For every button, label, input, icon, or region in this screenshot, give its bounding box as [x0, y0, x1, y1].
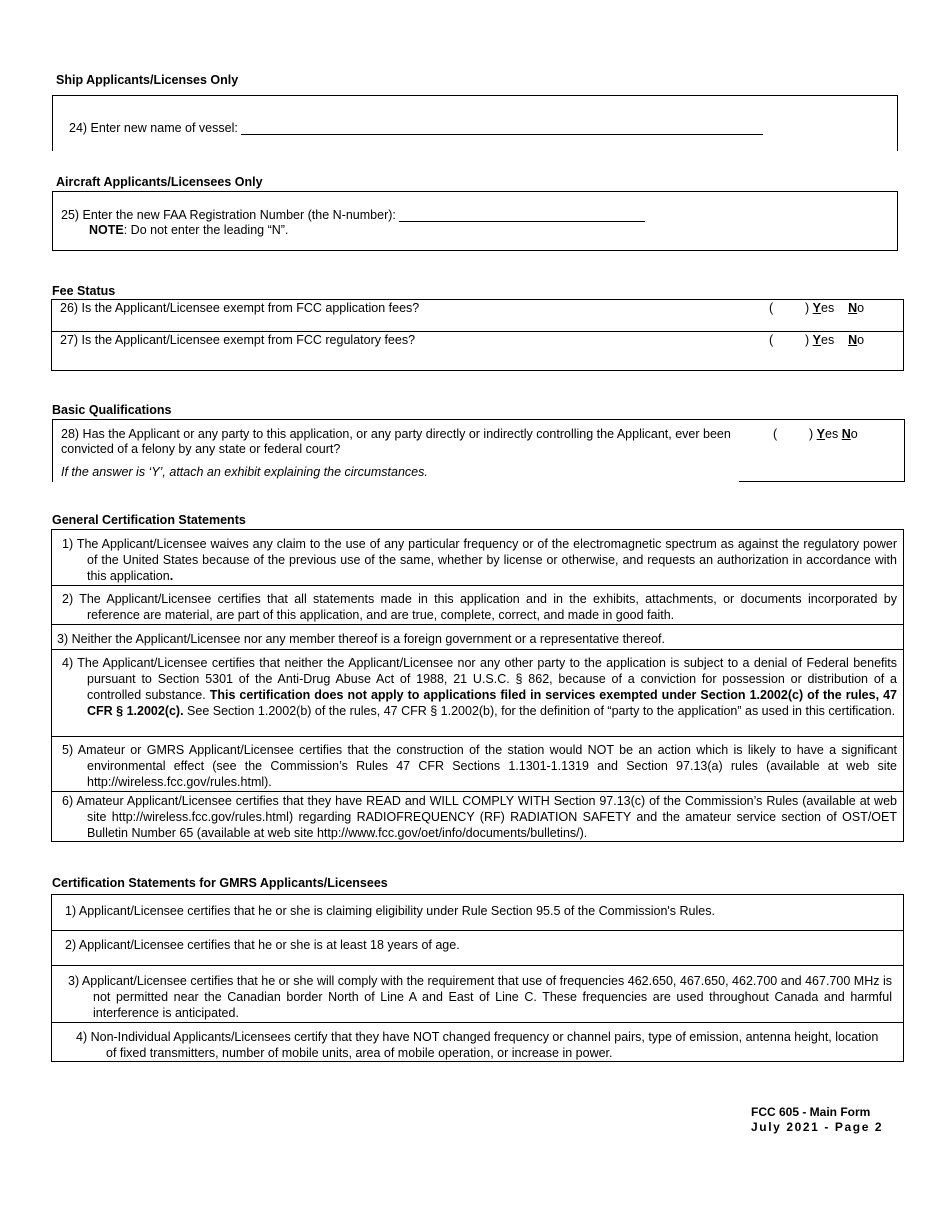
general-statement-2: 2) The Applicant/Licensee certifies that all statements made in this application and in the exhibits, attachments, or documents incorporated by reference are material, are part of this application, and are true, complete, correct, and made in good faith.: [62, 592, 897, 622]
general-statement-5: 5) Amateur or GMRS Applicant/Licensee certifies that the construction of the station would NOT be an action which is likely to have a significant environmental effect (see the Commission’s Rules 47 CFR Sections 1.1301-1.1319 and Section 97.13(a) rules (available at web site http://wireless.fcc.gov/rules.html).: [62, 743, 897, 789]
q26-label: 26) Is the Applicant/Licensee exempt from FCC application fees?: [60, 301, 420, 315]
gmrs-statement-2: 2) Applicant/Licensee certifies that he or she is at least 18 years of age.: [65, 938, 460, 952]
general-divider: [52, 649, 903, 650]
q24-label: 24) Enter new name of vessel:: [69, 121, 238, 135]
q27-yes-option[interactable]: Y: [812, 333, 821, 347]
note-label: NOTE: [89, 223, 124, 237]
q27-no-option[interactable]: N: [848, 333, 858, 347]
gmrs-divider: [52, 965, 903, 966]
aircraft-box: [52, 191, 898, 251]
form-name: FCC 605 - Main Form: [751, 1105, 871, 1119]
q28-no-option[interactable]: N: [841, 427, 851, 441]
q26-answer-field[interactable]: (: [769, 301, 774, 315]
q28-yes-no: ( ) Yes No: [773, 427, 858, 441]
ship-box: [52, 95, 898, 151]
general-divider: [52, 585, 903, 586]
fee-divider: [52, 331, 903, 332]
q27-label: 27) Is the Applicant/Licensee exempt from FCC regulatory fees?: [60, 333, 416, 347]
general-section-header: General Certification Statements: [52, 513, 246, 527]
page-footer: [751, 1105, 883, 1135]
gmrs-divider: [52, 1022, 903, 1023]
gmrs-statement-1: 1) Applicant/Licensee certifies that he or she is claiming eligibility under Rule Section 95.5 of the Commission's Rules.: [65, 904, 715, 918]
gmrs-divider: [52, 930, 903, 931]
gmrs-section-header: Certification Statements for GMRS Applicants/Licensees: [52, 876, 388, 890]
q26-no-option[interactable]: N: [848, 301, 858, 315]
fee-section-header: Fee Status: [52, 284, 116, 298]
general-statement-4: 4) The Applicant/Licensee certifies that neither the Applicant/Licensee nor any other party to the application is subject to a denial of Federal benefits pursuant to Section 5301 of the Anti-Drug Abuse Act of 1988, 21 U.S.C. § 862, because of a conviction for possession or distribution of a controlled substance. This certification does not apply to applications filed in services exempted under Section 1.2002(c) of the rules, 47 CFR § 1.2002(c). See Section 1.2002(b) of the rules, 47 CFR § 1.2002(b), for the definition of “party to the application” as used in this certification.: [62, 656, 897, 718]
q25-row: [61, 207, 645, 222]
general-statement-3: 3) Neither the Applicant/Licensee nor any member thereof is a foreign government or a representative thereof.: [57, 632, 665, 646]
general-statement-1: 1) The Applicant/Licensee waives any claim to the use of any particular frequency or of the electromagnetic spectrum as against the regulatory power of the United States because of the previous use of the same, whether by license or otherwise, and requests an authorization in accordance with this application.: [62, 537, 897, 583]
q25-note: [89, 223, 288, 237]
note-text: : Do not enter the leading “N”.: [123, 223, 289, 237]
vessel-name-field[interactable]: [241, 120, 763, 135]
q25-label: 25) Enter the new FAA Registration Number (the N-number):: [61, 208, 396, 222]
gmrs-statement-4: 4) Non-Individual Applicants/Licensees certify that they have NOT changed frequency or channel pairs, type of emission, antenna height, location of fixed transmitters, number of mobile units, area of mobile operation, or increase in power.: [76, 1030, 879, 1060]
q26-yes-option[interactable]: Y: [812, 301, 821, 315]
aircraft-section-header: Aircraft Applicants/Licensees Only: [56, 175, 263, 189]
q28-note: If the answer is ‘Y’, attach an exhibit explaining the circumstances.: [61, 465, 428, 479]
q27-answer-field[interactable]: (: [769, 333, 774, 347]
basic-box: [52, 419, 905, 482]
ship-section-header: Ship Applicants/Licenses Only: [56, 73, 239, 87]
basic-section-header: Basic Qualifications: [52, 403, 172, 417]
general-divider: [52, 624, 903, 625]
q28-answer-field[interactable]: (: [773, 427, 778, 441]
general-divider: [52, 736, 903, 737]
q28-label: 28) Has the Applicant or any party to this application, or any party directly or indirectly controlling the Applicant, ever been convicted of a felony by any state or federal court?: [61, 427, 731, 456]
q24-row: [69, 120, 763, 135]
date-page: July 2021 - Page 2: [751, 1120, 884, 1134]
general-divider: [52, 791, 903, 792]
general-box: [51, 529, 904, 842]
fee-box: [51, 299, 904, 371]
q28-yes-option[interactable]: Y: [816, 427, 825, 441]
faa-registration-field[interactable]: [399, 207, 645, 222]
gmrs-statement-3: 3) Applicant/Licensee certifies that he or she will comply with the requirement that use of frequencies 462.650, 467.650, 462.700 and 467.700 MHz is not permitted near the Canadian border North of Line A and East of Line C. These frequencies are used throughout Canada and harmful interference is anticipated.: [68, 974, 892, 1020]
q28-bottom-rule: [739, 481, 905, 482]
general-statement-6: 6) Amateur Applicant/Licensee certifies that they have READ and WILL COMPLY WITH Section 97.13(c) of the Commission’s Rules (available at web site http://wireless.fcc.gov/rules.html) regarding RADIOFREQUENCY (RF) RADIATION SAFETY and the amateur service section of OST/OET Bulletin Number 65 (available at web site http://www.fcc.gov/oet/info/documents/bulletins/).: [62, 794, 897, 840]
q26-yes-no: ( ) Yes No: [769, 301, 865, 315]
gmrs-box: [51, 894, 904, 1062]
q27-yes-no: ( ) Yes No: [769, 333, 865, 347]
